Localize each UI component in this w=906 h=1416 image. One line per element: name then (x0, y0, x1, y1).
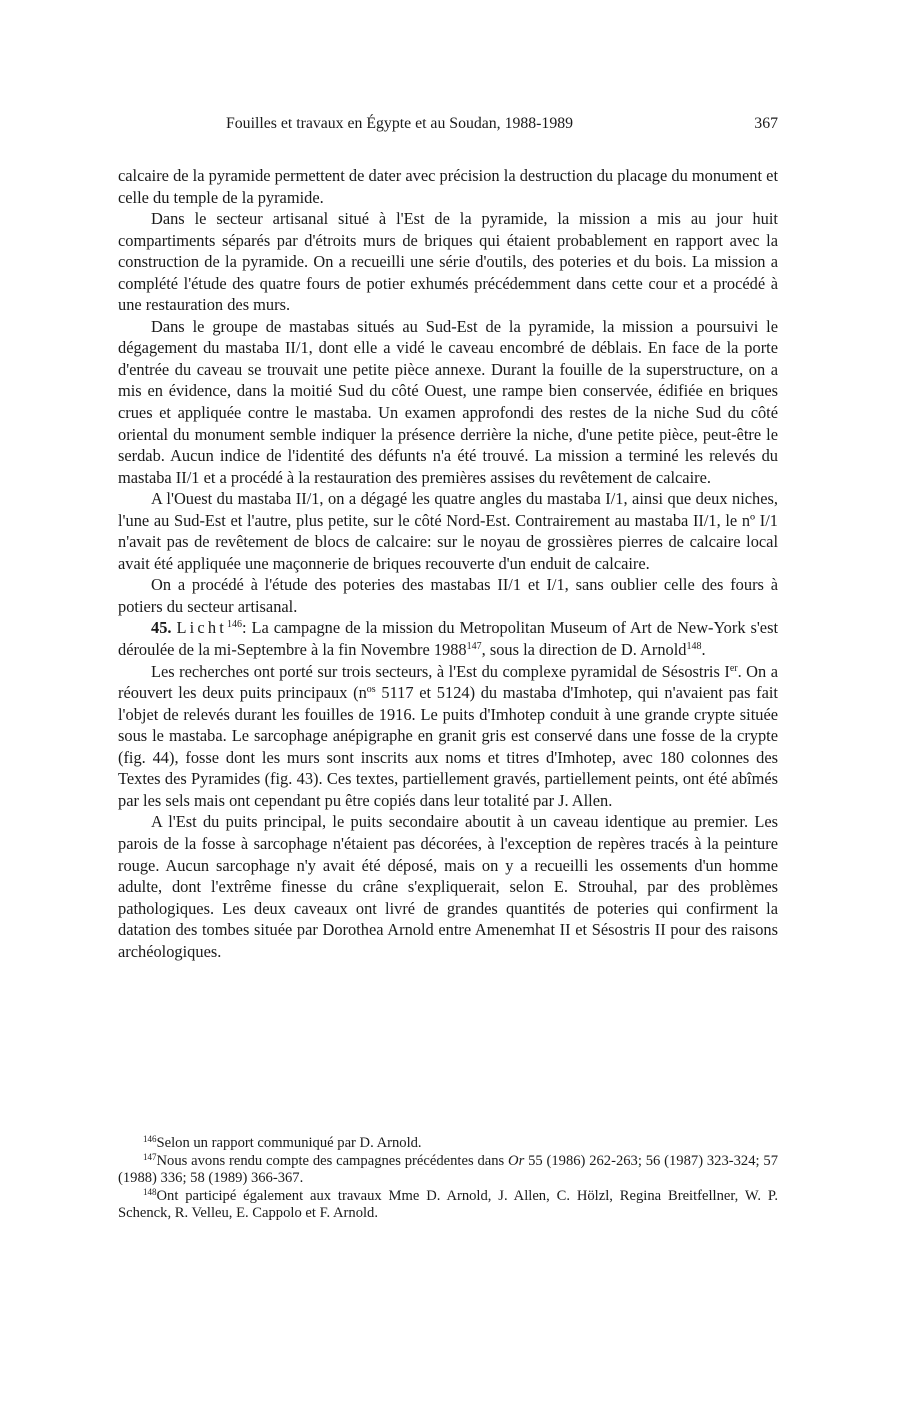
paragraph-7 (118, 661, 778, 812)
paragraph-3: Dans le groupe de mastabas situés au Sud-Est de la pyramide, la mission a poursuivi le dégagement du mastaba II/1, dont elle a vidé le caveau encombré de déblais. En face de la porte d'entrée du caveau se trouvait une petite pièce annexe. Durant la fouille de la superstructure, on a mis en évidence, dans la moitié Sud du côté Ouest, une rampe bien conservée, édifiée en briques crues et appliquée contre le mastaba. Un examen approfondi des restes de la niche Sud du côté oriental du monument semble indiquer la présence derrière la niche, d'une petite pièce, peut-être le serdab. Aucun indice de l'identité des défunts n'a été trouvé. La mission a terminé les relevés du mastaba II/1 et a procédé à la restauration des premières assises du revêtement de calcaire. (118, 316, 778, 487)
footnotes (118, 1135, 778, 1223)
superscript-os: os (366, 684, 376, 696)
paragraph-8: A l'Est du puits principal, le puits secondaire aboutit à un caveau identique au premier. Les parois de la fosse à sarcophage n'étaient pas décorées, à l'exception de repères tracés à la peinture rouge. Aucun sarcophage n'y avait été déposé, mais on y a recueilli les ossements d'un homme adulte, dont l'extrême finesse du crâne s'expliquerait, selon E. Strouhal, par des problèmes pathologiques. Les deux caveaux ont livré de grandes quantités de poteries qui confirment la datation des tombes située par Dorothea Arnold entre Amenemhat II et Sésostris II pour des raisons archéologiques. (118, 812, 778, 961)
journal-abbrev: Or (508, 1152, 525, 1169)
main-text (118, 165, 778, 962)
footnote-number: 147 (143, 1151, 157, 1162)
footnote-text: Nous avons rendu compte des campagnes précédentes dans (156, 1152, 509, 1169)
footnote-148 (118, 1188, 778, 1223)
footnote-number: 146 (143, 1134, 157, 1144)
footnote-text: Ont participé également aux travaux Mme D. Arnold, J. Allen, C. Hölzl, Regina Breitfellner, W. P. Schenck, R. Velleu, E. Cappolo et F. Arnold. (118, 1187, 778, 1222)
footnote-number: 148 (143, 1186, 157, 1197)
paragraph-licht-text-b: , sous la direction de D. Arnold (481, 640, 687, 660)
paragraph-licht-text-c: . (701, 640, 706, 660)
footnote-text: Selon un rapport communiqué par D. Arnold. (156, 1135, 422, 1151)
paragraph-7-text-c: 5117 et 5124) du mastaba d'Imhotep, qui n'avaient pas fait l'objet de relevés durant les fouilles de 1916. Le puits d'Imhotep conduit à une grande crypte située sous le mastaba. Le sarcophage anépigraphe en granit gris est conservé dans une fosse de la crypte (fig. 44), fosse dont les murs sont inscrits aux noms et titres d'Imhotep, avec 180 colonnes des Textes des Pyramides (fig. 43). Ces textes, partiellement gravés, partiellement peints, ont été abîmés par les sels mais ont cependant pu être copiés dans leur totalité par J. Allen. (118, 683, 778, 810)
superscript-er: er (729, 662, 738, 674)
footnote-ref-147[interactable]: 147 (466, 641, 482, 653)
running-title: Fouilles et travaux en Égypte et au Soudan, 1988-1989 (226, 115, 574, 132)
footnote-146 (118, 1135, 778, 1153)
section-number: 45. (151, 618, 172, 638)
paragraph-7-text-b: . On a réouvert les deux puits principaux (n (118, 661, 778, 703)
paragraph-4: A l'Ouest du mastaba II/1, on a dégagé les quatre angles du mastaba I/1, ainsi que deux niches, l'une au Sud-Est et l'autre, plus petite, sur le côté Nord-Est. Contrairement au mastaba II/1, le nº I/1 n'avait pas de revêtement de blocs de calcaire: sur le noyau de grossières pierres de calcaire local avait été appliquée une maçonnerie de briques recouverte d'un enduit de calcaire. (118, 489, 778, 573)
footnote-147 (118, 1153, 778, 1188)
paragraph-licht-text-a: : La campagne de la mission du Metropolitan Museum of Art de New-York s'est déroulée de la mi-Septembre à la fin Novembre 1988 (118, 618, 778, 660)
paragraph-2: Dans le secteur artisanal situé à l'Est de la pyramide, la mission a mis au jour huit compartiments séparés par d'étroits murs de briques qui étaient probablement en rapport avec la construction de la pyramide. On a recueilli une série d'outils, des poteries et du bois. La mission a complété l'étude des quatre fours de potier exhumés précédemment dans cette cour et a procédé à une restauration des murs. (118, 209, 778, 315)
paragraph-5: On a procédé à l'étude des poteries des mastabas II/1 et I/1, sans oublier celle des fours à potiers du secteur artisanal. (118, 575, 778, 616)
paragraph-licht (118, 617, 778, 660)
footnote-text-b: 55 (1986) 262-263; 56 (1987) 323-324; 57 (1988) 336; 58 (1989) 366-367. (118, 1152, 778, 1187)
running-header (118, 115, 778, 139)
page-number: 367 (754, 115, 778, 132)
paragraph-1: calcaire de la pyramide permettent de dater avec précision la destruction du placage du monument et celle du temple de la pyramide. (118, 166, 778, 207)
site-name: Licht (176, 618, 228, 638)
footnote-ref-146[interactable]: 146 (227, 619, 243, 631)
paragraph-7-text-a: Les recherches ont porté sur trois secteurs, à l'Est du complexe pyramidal de Sésostris I (151, 661, 730, 681)
footnote-ref-148[interactable]: 148 (686, 641, 702, 653)
